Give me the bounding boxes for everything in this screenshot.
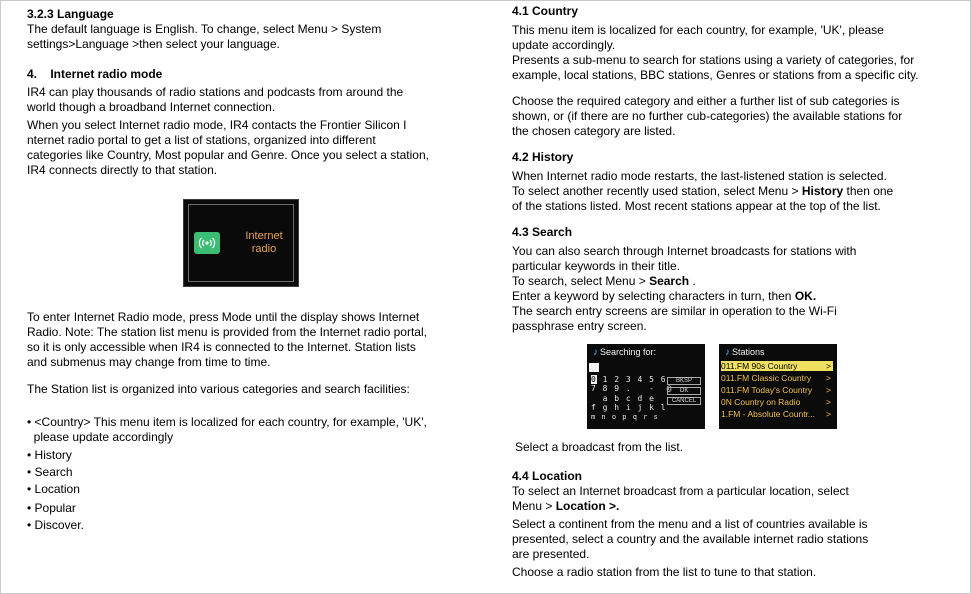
ok-key[interactable]: OK <box>667 387 701 395</box>
search-text-5: The search entry screens are similar in operation to the Wi-Fi <box>512 304 837 318</box>
irm-text-3: When you select Internet radio mode, IR4 contacts the Frontier Silicon I <box>27 118 407 132</box>
language-heading: 3.2.3 Language <box>27 7 114 21</box>
chevron-right-icon: > <box>826 409 831 419</box>
language-text-2: settings>Language >then select your language. <box>27 37 280 51</box>
list-item: • Popular <box>27 501 76 515</box>
search-text-6: passphrase entry screen. <box>512 319 647 333</box>
search-text-3: To search, select Menu > Search . <box>512 274 696 288</box>
history-text-2: To select another recently used station, select Menu > History then one <box>512 184 894 198</box>
search-text-2: particular keywords in their title. <box>512 259 681 273</box>
irm-text-2: world though a broadband Internet connection. <box>27 100 276 114</box>
country-text-2: update accordingly. <box>512 38 616 52</box>
country-text-3: Presents a sub-menu to search for stations using a variety of categories, for <box>512 53 915 67</box>
irm-text-5: categories like Country, Most popular and Genre. Once you select a station, <box>27 148 429 162</box>
enter-text-1: To enter Internet Radio mode, press Mode until the display shows Internet <box>27 310 420 324</box>
organized-text: The Station list is organized into various categories and search facilities: <box>27 382 410 396</box>
station-row[interactable]: 011.FM 90s Country > <box>721 361 831 371</box>
list-item: • Discover. <box>27 518 84 532</box>
list-item: • Search <box>27 465 73 479</box>
history-heading: 4.2 History <box>512 150 574 164</box>
list-item: • <Country> This menu item is localized for each country, for example, 'UK', <box>27 415 427 429</box>
irm-text-1: IR4 can play thousands of radio stations and podcasts from around the <box>27 85 404 99</box>
internet-radio-tile <box>183 199 299 287</box>
keyboard-row[interactable]: a b c d e <box>591 394 655 403</box>
history-text-3: of the stations listed. Most recent stations appear at the top of the list. <box>512 199 881 213</box>
enter-text-2: Radio. Note: The station list menu is provided from the Internet radio portal, <box>27 325 427 339</box>
station-row[interactable]: 011.FM Today's Country > <box>721 385 831 395</box>
internet-radio-mode-heading: 4. Internet radio mode <box>27 67 163 81</box>
keyboard-row[interactable]: 7 8 9 . - @ <box>591 384 673 393</box>
enter-text-3: so it is only accessible when IR4 is connected to the Internet. Station lists <box>27 340 416 354</box>
radio-signal-icon <box>194 232 220 254</box>
choose-text-1: Choose the required category and either a further list of sub categories is <box>512 94 900 108</box>
location-text-6: Choose a radio station from the list to tune to that station. <box>512 565 817 579</box>
keyboard-row[interactable]: m n o p q r s <box>591 413 659 421</box>
location-text-1: To select an Internet broadcast from a particular location, select <box>512 484 849 498</box>
location-text-3: Select a continent from the menu and a list of countries available is <box>512 517 868 531</box>
station-row[interactable]: 1.FM - Absolute Countr... > <box>721 409 831 419</box>
search-input[interactable] <box>589 363 599 372</box>
list-item: • Location <box>27 482 80 496</box>
tile-label: Internet radio <box>245 230 283 255</box>
location-text-2: Menu > Location >. <box>512 499 620 513</box>
list-item: please update accordingly <box>27 430 174 444</box>
list-item: • History <box>27 448 72 462</box>
searching-screen <box>587 344 705 429</box>
station-row[interactable]: 011.FM Classic Country > <box>721 373 831 383</box>
search-text-1: You can also search through Internet broadcasts for stations with <box>512 244 857 258</box>
station-row[interactable]: 0N Country on Radio > <box>721 397 831 407</box>
location-text-5: are presented. <box>512 547 590 561</box>
language-text-1: The default language is English. To change, select Menu > System <box>27 22 382 36</box>
music-note-icon: ♪ <box>593 347 598 358</box>
enter-text-4: and submenus may change from time to time. <box>27 355 271 369</box>
backspace-key[interactable]: BKSP <box>667 377 701 385</box>
country-heading: 4.1 Country <box>512 4 579 18</box>
irm-text-4: nternet radio portal to get a list of stations, organized into different <box>27 133 376 147</box>
chevron-right-icon: > <box>826 397 831 407</box>
history-text-1: When Internet radio mode restarts, the last-listened station is selected. <box>512 169 887 183</box>
country-text-4: example, local stations, BBC stations, Genres or stations from a specific city. <box>512 68 919 82</box>
chevron-right-icon: > <box>826 385 831 395</box>
country-text-1: This menu item is localized for each country, for example, 'UK', please <box>512 23 884 37</box>
stations-screen <box>719 344 837 429</box>
searching-title: ♪ Searching for: <box>593 347 657 358</box>
stations-title: ♪ Stations <box>725 347 765 358</box>
location-heading: 4.4 Location <box>512 469 583 483</box>
music-note-icon: ♪ <box>725 347 730 358</box>
chevron-right-icon: > <box>826 373 831 383</box>
choose-text-3: the chosen category are listed. <box>512 124 676 138</box>
keyboard-row[interactable]: 0 1 2 3 4 5 6 <box>591 375 667 384</box>
keyboard-row[interactable]: f g h i j k l <box>591 403 667 412</box>
choose-text-2: shown, or (if there are no further cub-categories) the available stations for <box>512 109 903 123</box>
irm-text-6: IR4 connects directly to that station. <box>27 163 218 177</box>
select-broadcast-text: Select a broadcast from the list. <box>515 440 684 454</box>
location-text-4: presented, select a country and the available internet radio stations <box>512 532 869 546</box>
chevron-right-icon: > <box>826 361 831 371</box>
search-heading: 4.3 Search <box>512 225 573 239</box>
search-text-4: Enter a keyword by selecting characters in turn, then OK. <box>512 289 817 303</box>
cancel-key[interactable]: CANCEL <box>667 397 701 405</box>
